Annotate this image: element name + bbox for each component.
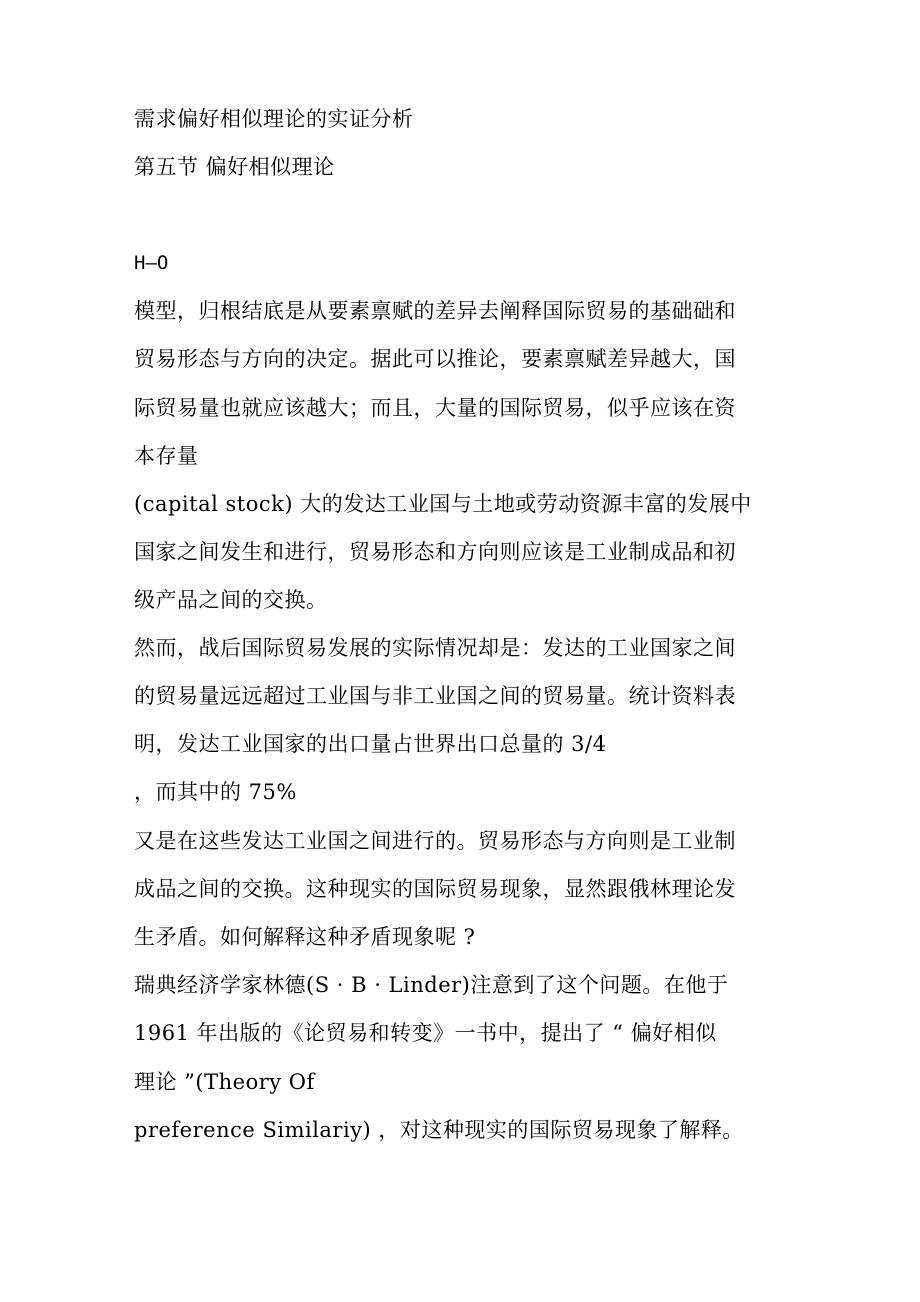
text-line: 1961 年出版的《论贸易和转变》一书中，提出了 “ 偏好相似 <box>134 1021 717 1045</box>
text-line: 成品之间的交换。这种现实的国际贸易现象，显然跟俄林理论发 <box>134 877 736 901</box>
text-line: 然而，战后国际贸易发展的实际情况却是：发达的工业国家之间 <box>134 636 736 660</box>
text-line: 级产品之间的交换。 <box>134 588 328 612</box>
text-line: 的贸易量远远超过工业国与非工业国之间的贸易量。统计资料表 <box>134 684 736 708</box>
text-line: 国家之间发生和进行，贸易形态和方向则应该是工业制成品和初 <box>134 540 736 564</box>
section-heading: 第五节 偏好相似理论 <box>134 155 335 179</box>
text-line: 贸易形态与方向的决定。据此可以推论，要素禀赋差异越大，国 <box>134 347 736 371</box>
text-line: 本存量 <box>134 444 199 468</box>
text-line: preference Similariy) ，对这种现实的国际贸易现象了解释。 <box>134 1118 744 1142</box>
text-line: ，而其中的 75% <box>134 780 297 804</box>
text-line: 理论 ”(Theory Of <box>134 1070 315 1094</box>
text-line: (capital stock) 大的发达工业国与土地或劳动资源丰富的发展中 <box>134 492 752 516</box>
text-line: 又是在这些发达工业国之间进行的。贸易形态与方向则是工业制 <box>134 829 736 853</box>
text-line: H—O <box>134 252 169 274</box>
text-line: 明，发达工业国家的出口量占世界出口总量的 3/4 <box>134 732 607 756</box>
text-line: 生矛盾。如何解释这种矛盾现象呢 ? <box>134 925 476 949</box>
text-line: 际贸易量也就应该越大；而且，大量的国际贸易，似乎应该在资 <box>134 396 736 420</box>
document-title: 需求偏好相似理论的实证分析 <box>134 107 414 131</box>
text-line: 瑞典经济学家林德(S · B · Linder)注意到了这个问题。在他于 <box>134 973 729 997</box>
text-line: 模型，归根结底是从要素禀赋的差异去阐释国际贸易的基础础和 <box>134 299 736 323</box>
